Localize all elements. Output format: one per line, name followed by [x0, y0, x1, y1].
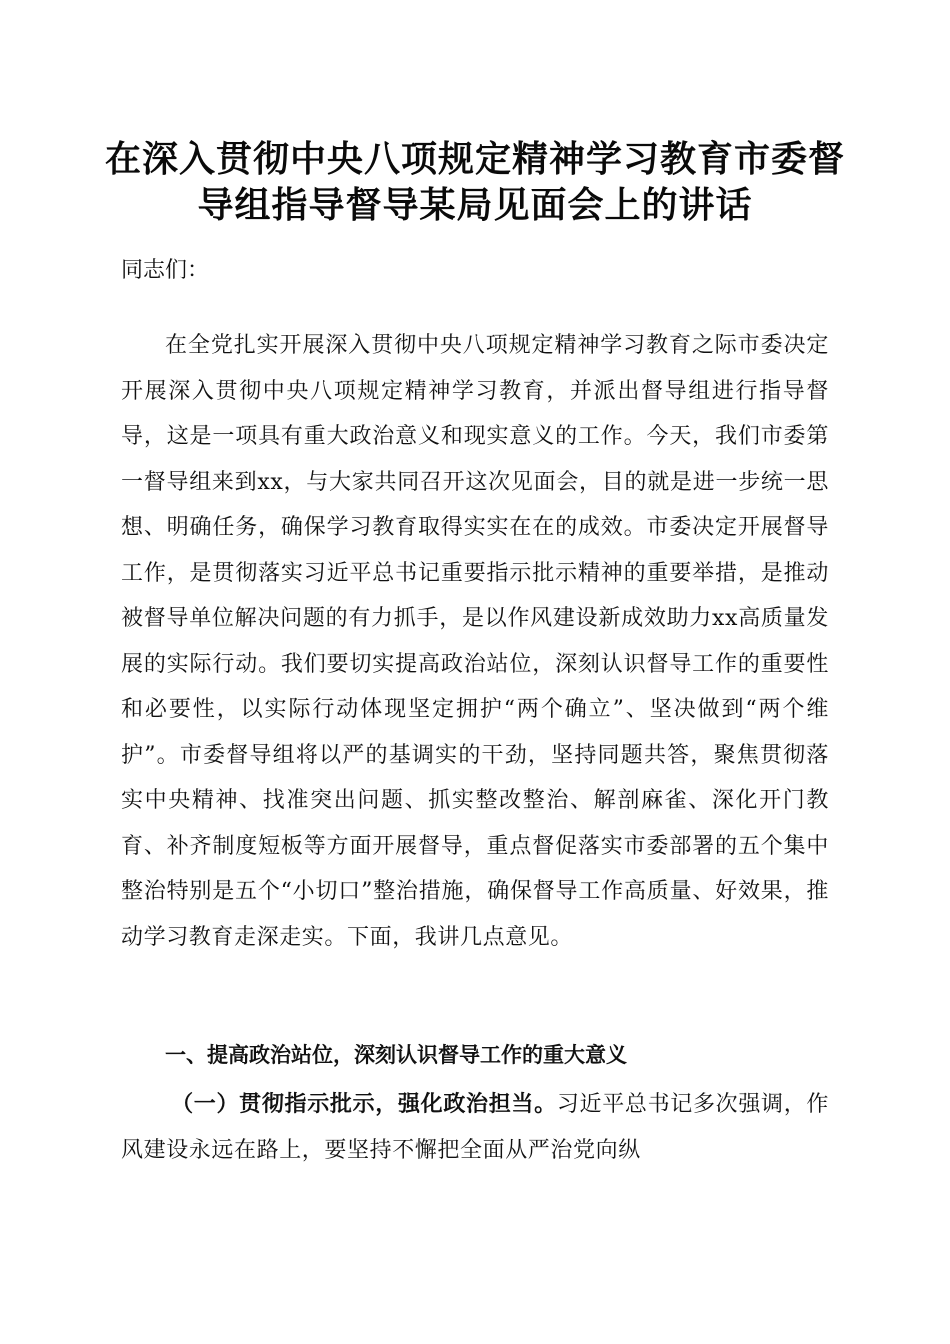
title-line-1: 在深入贯彻中央八项规定精神学习教育市委督: [104, 138, 845, 180]
salutation: 同志们：: [121, 258, 210, 283]
document-title: [100, 136, 850, 228]
subsection-1-text: 习近平总书记多次强调，作风建设永远在路上，要坚持不懈把全面从严治党向纵: [121, 1092, 829, 1163]
subsection-1-heading: （一）贯彻指示批示，强化政治担当。: [171, 1091, 557, 1117]
intro-paragraph: 在全党扎实开展深入贯彻中央八项规定精神学习教育之际市委决定开展深入贯彻中央八项规定精神学习教育，并派出督导组进行指导督导，这是一项具有重大政治意义和现实意义的工作。今天，我们市委第一督导组来到xx，与大家共同召开这次见面会，目的就是进一步统一思想、明确任务，确保学习教育取得实实在在的成效。市委决定开展督导工作，是贯彻落实习近平总书记重要指示批示精神的重要举措，是推动被督导单位解决问题的有力抓手，是以作风建设新成效助力xx高质量发展的实际行动。我们要切实提高政治站位，深刻认识督导工作的重要性和必要性，以实际行动体现坚定拥护“两个确立”、坚决做到“两个维护”。市委督导组将以严的基调实的干劲，坚持同题共答，聚焦贯彻落实中央精神、找准突出问题、抓实整改整治、解剖麻雀、深化开门教育、补齐制度短板等方面开展督导，重点督促落实市委部署的五个集中整治特别是五个“小切口”整治措施，确保督导工作高质量、好效果，推动学习教育走深走实。下面，我讲几点意见。: [121, 333, 829, 950]
title-line-2: 导组指导督导某局见面会上的讲话: [197, 184, 753, 226]
section-1-heading: 一、提高政治站位，深刻认识督导工作的重大意义: [165, 1043, 627, 1067]
subsection-1-paragraph: [121, 1081, 829, 1174]
